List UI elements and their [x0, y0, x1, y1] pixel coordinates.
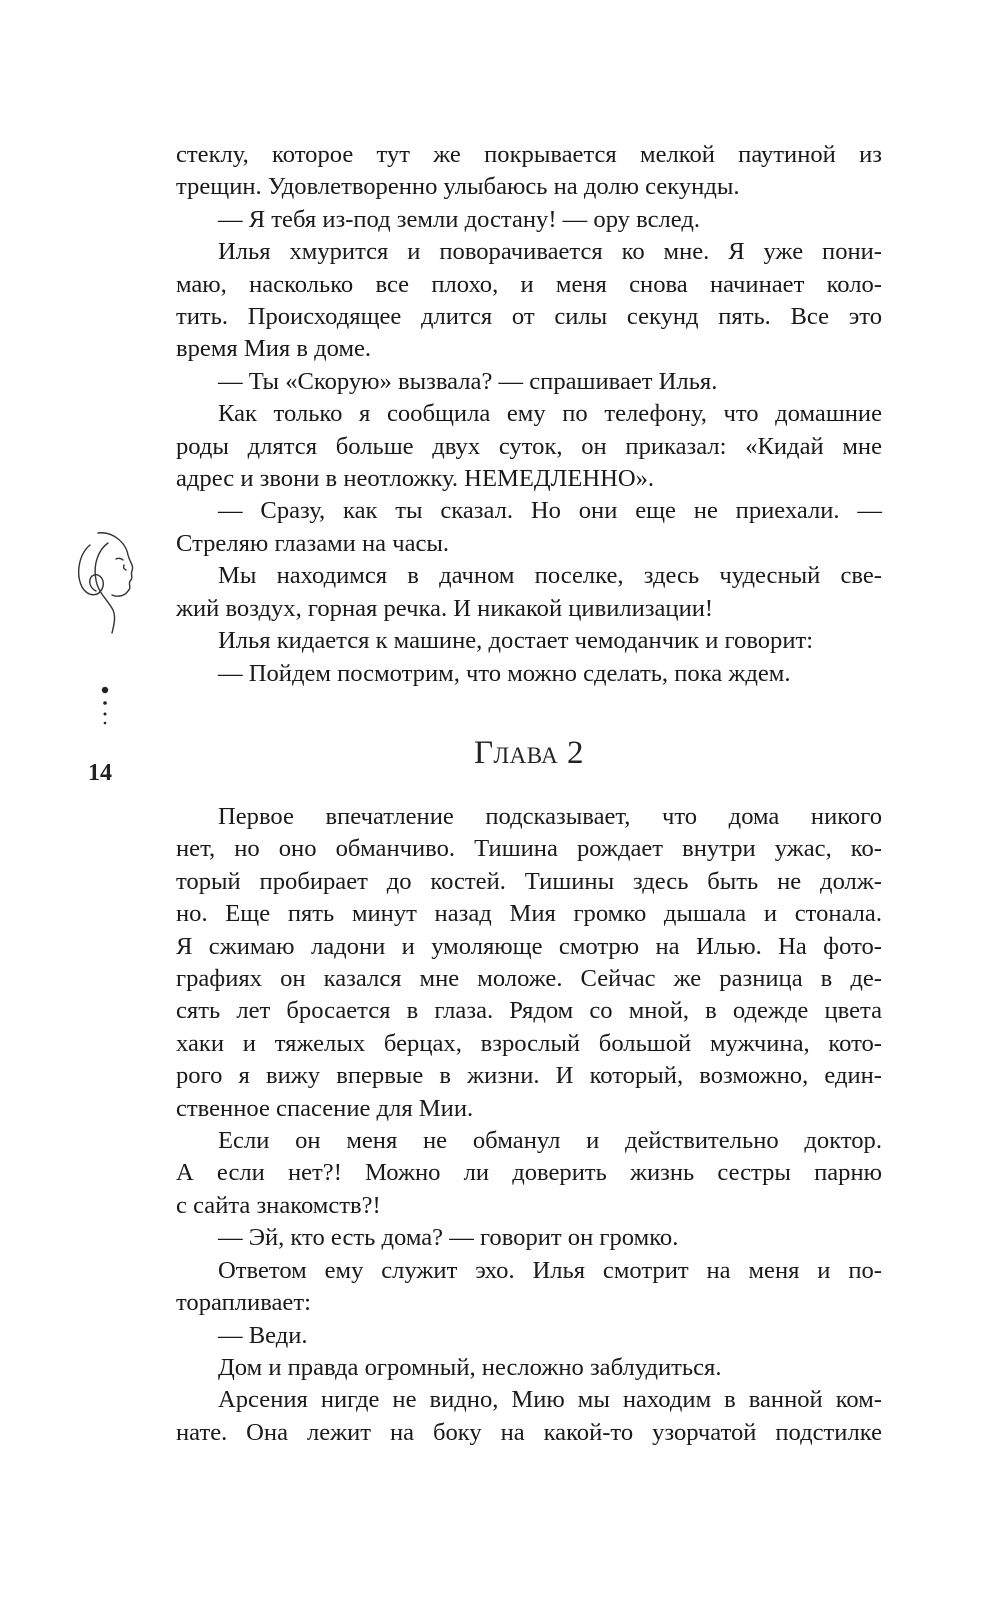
paragraph — [176, 139, 882, 204]
paragraph — [176, 1255, 882, 1320]
text-line: маю, насколько все плохо, и меня снова начинает коло- — [176, 270, 882, 298]
body-text-section-1 — [176, 139, 882, 690]
paragraph — [176, 801, 882, 1125]
text-line: — Эй, кто есть дома? — говорит он громко. — [218, 1224, 679, 1252]
text-line: Илья хмурится и поворачивается ко мне. Я уже пони- — [218, 238, 882, 266]
text-line: торапливает: — [176, 1289, 311, 1317]
text-line: с сайта знакомств?! — [176, 1191, 381, 1219]
paragraph — [176, 1384, 882, 1449]
text-line: нате. Она лежит на боку на какой-то узорчатой подстилке — [176, 1418, 882, 1446]
text-line: А если нет?! Можно ли доверить жизнь сестры парню — [176, 1159, 882, 1187]
text-line: трещин. Удовлетворенно улыбаюсь на долю секунды. — [176, 173, 740, 201]
paragraph — [176, 366, 882, 398]
text-line: Если он меня не обманул и действительно доктор. — [218, 1127, 882, 1155]
text-line: Как только я сообщила ему по телефону, что домашние — [218, 400, 882, 428]
text-line: торый пробирает до костей. Тишины здесь быть не долж- — [176, 867, 882, 895]
paragraph — [176, 204, 882, 236]
page-number: 14 — [88, 760, 112, 786]
text-line: Ответом ему служит эхо. Илья смотрит на меня и по- — [218, 1256, 882, 1284]
paragraph — [176, 1125, 882, 1222]
paragraph — [176, 625, 882, 657]
face-line-drawing-icon — [68, 525, 148, 635]
text-line: время Мия в доме. — [176, 335, 372, 363]
text-line: Илья кидается к машине, достает чемоданчик и говорит: — [218, 627, 814, 655]
text-line: Мы находимся в дачном поселке, здесь чудесный све- — [218, 562, 882, 590]
decorative-dots-icon — [98, 685, 112, 727]
paragraph — [176, 560, 882, 625]
text-line: адрес и звони в неотложку. НЕМЕДЛЕННО». — [176, 465, 655, 493]
paragraph — [176, 1320, 882, 1352]
paragraph — [176, 658, 882, 690]
text-line: рого я вижу впервые в жизни. И который, возможно, един- — [176, 1062, 882, 1090]
text-line: — Сразу, как ты сказал. Но они еще не приехали. — — [218, 497, 882, 525]
text-line: стеклу, которое тут же покрывается мелкой паутиной из — [176, 141, 882, 168]
text-line: нет, но оно обманчиво. Тишина рождает внутри ужас, ко- — [176, 835, 882, 863]
text-line: Первое впечатление подсказывает, что дома никого — [218, 803, 882, 830]
text-line: но. Еще пять минут назад Мия громко дышала и стонала. — [176, 900, 882, 928]
paragraph — [176, 236, 882, 366]
paragraph — [176, 1222, 882, 1254]
text-line: хаки и тяжелых берцах, взрослый большой мужчина, кото- — [176, 1029, 882, 1057]
text-line: сять лет бросается в глаза. Рядом со мной, в одежде цвета — [176, 997, 882, 1025]
text-line: — Веди. — [218, 1321, 308, 1349]
paragraph — [176, 1352, 882, 1384]
text-line: Дом и правда огромный, несложно заблудиться. — [218, 1353, 722, 1381]
text-line: — Ты «Скорую» вызвала? — спрашивает Илья. — [218, 367, 718, 395]
text-line: Я сжимаю ладони и умоляюще смотрю на Илью. На фото- — [176, 932, 882, 960]
text-line: ственное спасение для Мии. — [176, 1094, 474, 1122]
text-line: жий воздух, горная речка. И никакой цивилизации! — [176, 594, 714, 622]
paragraph — [176, 495, 882, 560]
chapter-title: Глава 2 — [473, 735, 585, 771]
text-line: Стреляю глазами на часы. — [176, 529, 450, 557]
text-line: Арсения нигде не видно, Мию мы находим в ванной ком- — [218, 1386, 882, 1414]
text-line: — Я тебя из-под земли достану! — ору вслед. — [218, 205, 701, 233]
body-text-section-2 — [176, 801, 882, 1449]
paragraph — [176, 398, 882, 495]
text-line: тить. Происходящее длится от силы секунд пять. Все это — [176, 303, 882, 331]
text-line: — Пойдем посмотрим, что можно сделать, пока ждем. — [218, 659, 791, 687]
text-line: роды длятся больше двух суток, он приказал: «Кидай мне — [176, 432, 882, 460]
text-line: графиях он казался мне моложе. Сейчас же разница в де- — [176, 965, 882, 993]
